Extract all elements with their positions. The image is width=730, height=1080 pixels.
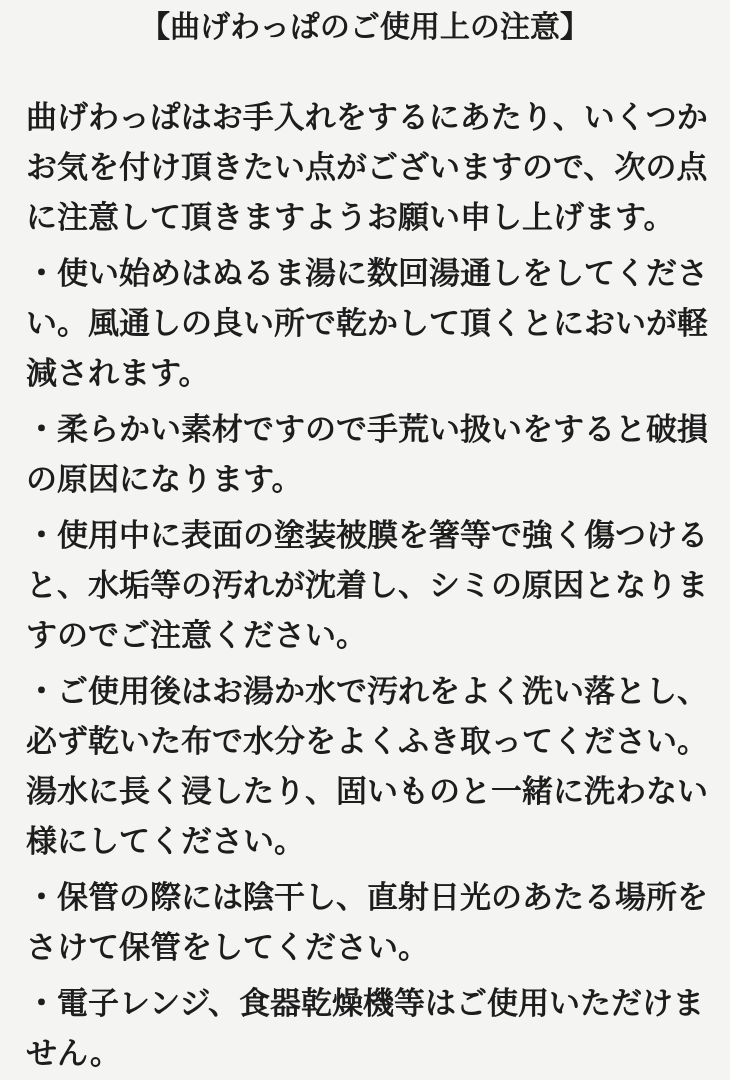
- page-title: 【曲げわっぱのご使用上の注意】: [140, 11, 590, 44]
- bullet-paragraph: ・電子レンジ、食器乾燥機等はご使用いただけま せん。: [26, 986, 704, 1071]
- bullet-paragraph: ・使い始めはぬるま湯に数回湯通しをしてくださ い。風通しの良い所で乾かして頂くとにおいが軽 減されます。: [26, 256, 708, 391]
- bullet-paragraph: ・ご使用後はお湯か水で汚れをよく洗い落とし、 必ず乾いた布で水分をよくふき取ってください。 湯水に長く浸したり、固いものと一緒に洗わない 様にしてください。: [26, 674, 708, 859]
- bullet-paragraph: ・使用中に表面の塗装被膜を箸等で強く傷つける と、水垢等の汚れが沈着し、シミの原因となりま すのでご注意ください。: [26, 518, 708, 653]
- body-text: [0, 93, 730, 1079]
- bullet-paragraph: ・柔らかい素材ですので手荒い扱いをすると破損 の原因になります。: [26, 412, 708, 497]
- intro-paragraph: 曲げわっぱはお手入れをするにあたり、いくつか お気を付け頂きたい点がございますので、次の点 に注意して頂きますようお願い申し上げます。: [26, 100, 708, 235]
- bullet-paragraph: ・保管の際には陰干し、直射日光のあたる場所を さけて保管をしてください。: [26, 880, 708, 965]
